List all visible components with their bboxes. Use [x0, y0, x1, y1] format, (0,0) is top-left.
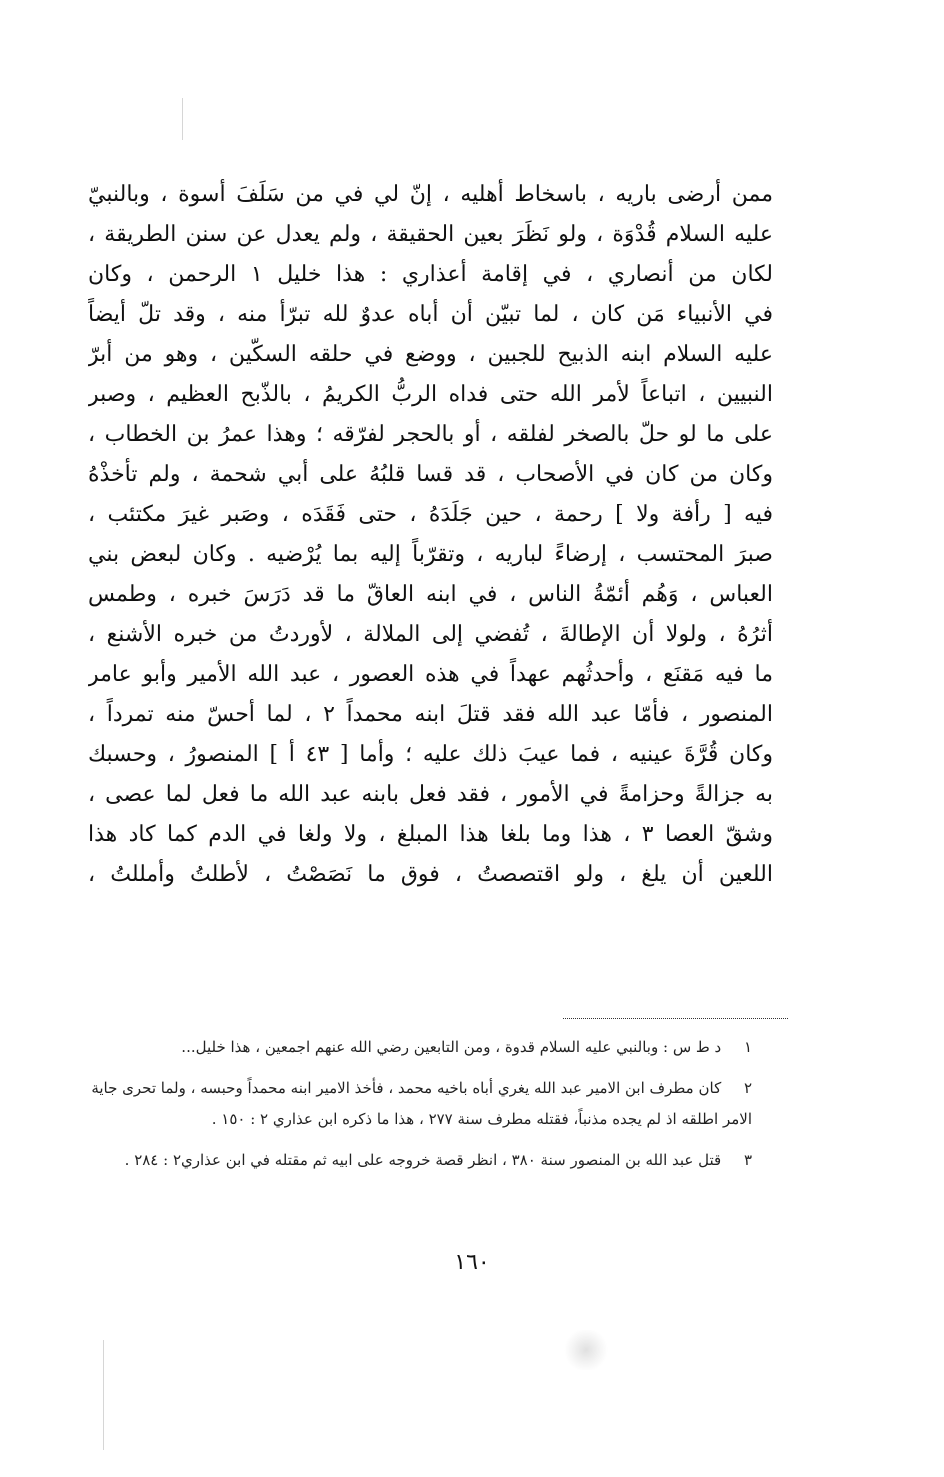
text-line: عليه السلام ابنه الذبيح للجبين ، ووضع في حلقه السكّين ، وهو من أبرّ	[88, 342, 773, 367]
text-line: فيه [ رأفة ولا ] رحمة ، حين جَلَدَهُ ، حتى فَقَدَه ، وصَبر غيرَ مكتئب ،	[88, 502, 773, 527]
footnote-number: ١	[743, 1038, 752, 1056]
text-line: في الأنبياء مَن كان ، لما تبيّن أن أباه عدوٌ لله تبرّأ منه ، وقد تلّ أيضاً	[88, 302, 773, 327]
footnotes	[80, 1032, 752, 1186]
margin-scan-mark	[103, 1340, 104, 1450]
text-line: على ما لو حلّ بالصخر لفلقه ، أو بالحجر لفرّقه ؛ وهذا عمرُ بن الخطاب ،	[88, 422, 773, 447]
footnote-text: قتل عبد الله بن المنصور سنة ٣٨٠ ، انظر قصة خروجه على ابيه ثم مقتله في ابن عذاري٢ : ٢٨٤ .	[124, 1151, 722, 1169]
text-line: به جزالةً وحزامةً في الأمور ، فقد فعل بابنه عبد الله ما فعل لما عصى ،	[88, 782, 773, 807]
text-line: ممن أرضى باريه ، باسخاط أهليه ، إنّ لي في من سَلَفَ أسوة ، وبالنبيّ	[88, 182, 773, 207]
text-line: ما فيه مَقنَع ، وأحدثُهم عهداً في هذه العصور ، عبد الله الأمير وأبو عامر	[88, 662, 773, 687]
footnote-separator	[563, 1018, 788, 1019]
text-line: العباس ، وَهُم أئمّةُ الناس ، في ابنه العاقّ ما قد دَرَسَ خبره ، وطمس	[88, 582, 773, 607]
footnote-number: ٢	[743, 1079, 752, 1097]
text-line: النبيين ، اتباعاً لأمر الله حتى فداه الربُّ الكريمُ ، بالذّبح العظيم ، وصبر	[88, 382, 773, 407]
text-line: المنصور ، فأمّا عبد الله فقد قتلَ ابنه محمداً ٢ ، لما أحسّ منه تمرداً ،	[88, 702, 773, 727]
text-line: وشقّ العصا ٣ ، هذا وما بلغا هذا المبلغ ، ولا ولغا في الدم كما كاد هذا	[88, 822, 773, 847]
text-line: عليه السلام قُدْوَة ، ولو نَظَرَ بعين الحقيقة ، ولم يعدل عن سنن الطريقة ،	[88, 222, 773, 247]
text-line: وكان قُرَّةَ عينيه ، فما عيبَ ذلك عليه ؛ وأما [ ٤٣ أ ] المنصورُ ، وحسبك	[88, 742, 773, 767]
footnote	[80, 1145, 752, 1176]
footnote-number: ٣	[743, 1151, 752, 1169]
footnote-text: كان مطرف ابن الامير عبد الله يغري أباه باخيه محمد ، فأخذ الامير ابنه محمداً وحبسه ، ولما تحرى جاية الامر اطلقه اذ لم يجده مذنباً، فقتله مطرف سنة ٢٧٧ ، هذا ما ذكره ابن عذاري ٢ : ١٥٠ .	[91, 1079, 752, 1128]
text-line: أثرُهُ ، ولولا أن الإطالةَ ، تُفضي إلى الملالة ، لأوردتُ من خبره الأشنع ،	[88, 622, 773, 647]
margin-scan-mark	[182, 98, 183, 140]
main-text	[88, 175, 773, 895]
text-line: وكان من كان في الأصحاب ، قد قسا قلبُهُ على أبي شحمة ، ولم تأخذْهُ	[88, 462, 773, 487]
footnote	[80, 1032, 752, 1063]
footnote-text: د ط س : وبالنبي عليه السلام قدوة ، ومن التابعين رضي الله عنهم اجمعين ، هذا خليل...	[181, 1038, 722, 1056]
scan-smudge	[562, 1330, 610, 1370]
text-line: لكان من أنصاري ، في إقامة أعذاري : هذا خليل ١ الرحمن ، وكان	[88, 262, 773, 287]
page-number: ١٦٠	[454, 1250, 490, 1275]
text-line: اللعين أن يلغ ، ولو اقتصصتُ ، فوق ما نَصَصْتُ ، لأطلتُ وأمللتُ ،	[88, 862, 773, 887]
footnote	[80, 1073, 752, 1135]
text-line: صبرَ المحتسب ، إرضاءً لباريه ، وتقرّباً إليه بما يُرْضيه . وكان لبعض بني	[88, 542, 773, 567]
